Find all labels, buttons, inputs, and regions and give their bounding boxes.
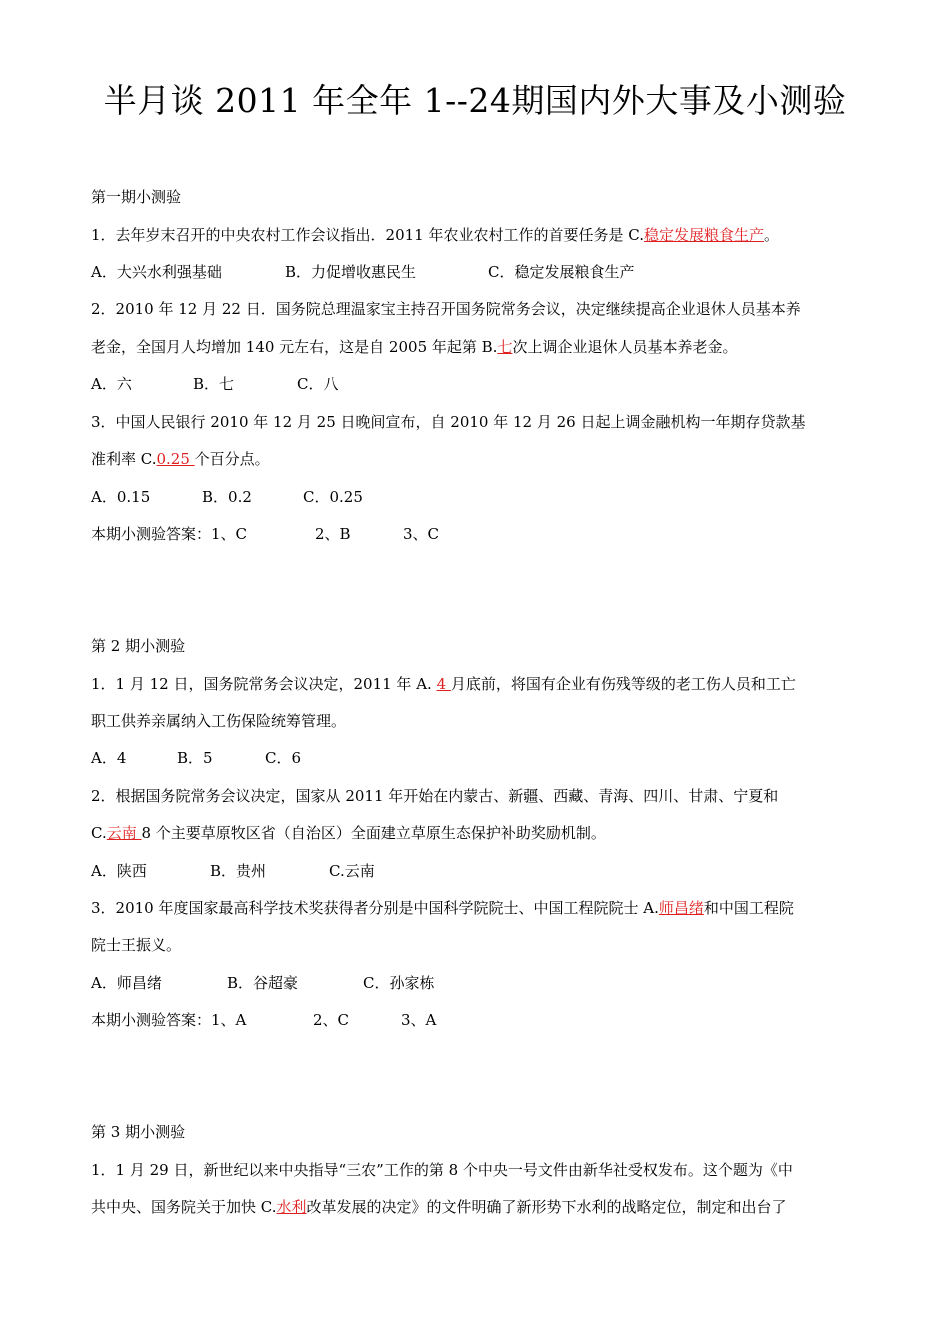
- answer-key-item: 2、C: [313, 1011, 350, 1029]
- question-text: 1．去年岁末召开的中央农村工作会议指出．2011 年农业农村工作的首要任务是 C.: [91, 226, 644, 244]
- answer-key-1: [91, 523, 866, 545]
- options-1-1: [91, 261, 866, 283]
- question-text: 1．1 月 12 日，国务院常务会议决定，2011 年 A.: [91, 675, 437, 693]
- question-2-2-line2: [91, 822, 866, 844]
- question-2-1-line2: 职工供养亲属纳入工伤保险统筹管理。: [91, 712, 347, 730]
- question-2-3-line1: [91, 897, 866, 919]
- answer-highlight: 师昌绪: [658, 899, 704, 917]
- answer-highlight: 4: [436, 675, 451, 693]
- option-c: C．稳定发展粮食生产: [488, 263, 635, 281]
- question-1-1: [91, 224, 866, 246]
- answer-key-item: 2、B: [315, 525, 351, 543]
- option-b: B．七: [193, 375, 235, 393]
- options-2-2: [91, 860, 866, 882]
- question-text: 。: [763, 226, 779, 244]
- answer-key-item: 3、A: [401, 1011, 437, 1029]
- option-c: C．6: [265, 749, 302, 767]
- option-b: B．贵州: [210, 862, 267, 880]
- option-b: B．谷超豪: [227, 974, 299, 992]
- option-a: A．0.15: [91, 488, 151, 506]
- answer-highlight: 水利: [276, 1198, 307, 1216]
- options-2-3: [91, 972, 866, 994]
- document-title: 半月谈 2011 年全年 1--24期国内外大事及小测验: [103, 81, 847, 120]
- question-1-2-line2: [91, 336, 866, 358]
- section-heading-2: 第 2 期小测验: [91, 637, 186, 655]
- question-2-1-line1: [91, 673, 866, 695]
- options-1-3: [91, 486, 866, 508]
- options-2-1: [91, 747, 866, 769]
- option-c: C．孙家栋: [363, 974, 435, 992]
- options-1-2: [91, 373, 866, 395]
- question-text: 个百分点。: [194, 450, 270, 468]
- question-text: 和中国工程院: [703, 899, 794, 917]
- question-text: 准利率 C.: [91, 450, 157, 468]
- answer-key-item: 3、C: [403, 525, 440, 543]
- question-1-2-line1: 2．2010 年 12 月 22 日．国务院总理温家宝主持召开国务院常务会议，决定继续提高企业退休人员基本养: [91, 300, 801, 318]
- option-a: A．大兴水利强基础: [91, 263, 222, 281]
- question-text: 改革发展的决定》的文件明确了新形势下水利的战略定位，制定和出台了: [306, 1198, 787, 1216]
- question-text: 8 个主要草原牧区省（自治区）全面建立草原生态保护补助奖励机制。: [141, 824, 606, 842]
- answer-highlight: 七: [497, 338, 513, 356]
- answer-highlight: 0.25: [156, 450, 195, 468]
- question-text: 次上调企业退休人员基本养老金。: [512, 338, 738, 356]
- option-a: A．师昌绪: [91, 974, 162, 992]
- option-c: C.云南: [329, 862, 375, 880]
- option-c: C．八: [297, 375, 339, 393]
- option-a: A．六: [91, 375, 132, 393]
- question-1-3-line2: [91, 448, 866, 470]
- section-heading-1: 第一期小测验: [91, 188, 182, 206]
- answer-key-label: 本期小测验答案：1、A: [91, 1011, 247, 1029]
- question-text: 老金，全国月人均增加 140 元左右，这是自 2005 年起第 B.: [91, 338, 498, 356]
- option-b: B．5: [177, 749, 213, 767]
- answer-key-label: 本期小测验答案：1、C: [91, 525, 248, 543]
- question-text: 月底前，将国有企业有伤残等级的老工伤人员和工亡: [450, 675, 796, 693]
- question-3-1-line2: [91, 1196, 866, 1218]
- question-text: 3．2010 年度国家最高科学技术奖获得者分别是中国科学院院士、中国工程院院士 A.: [91, 899, 659, 917]
- question-2-2-line1: 2．根据国务院常务会议决定，国家从 2011 年开始在内蒙古、新疆、西藏、青海、四川、甘肃、宁夏和: [91, 787, 779, 805]
- option-c: C．0.25: [303, 488, 363, 506]
- option-b: B．力促增收惠民生: [285, 263, 417, 281]
- question-text: 共中央、国务院关于加快 C.: [91, 1198, 277, 1216]
- answer-highlight: 稳定发展粮食生产: [643, 226, 764, 244]
- section-heading-3: 第 3 期小测验: [91, 1123, 186, 1141]
- question-3-1-line1: 1．1 月 29 日，新世纪以来中央指导“三农”工作的第 8 个中央一号文件由新华社受权发布。这个题为《中: [91, 1161, 793, 1179]
- option-a: A．4: [91, 749, 127, 767]
- option-b: B．0.2: [202, 488, 252, 506]
- question-2-3-line2: 院士王振义。: [91, 936, 182, 954]
- answer-highlight: 云南: [106, 824, 142, 842]
- answer-key-2: [91, 1009, 866, 1031]
- option-a: A．陕西: [91, 862, 147, 880]
- question-1-3-line1: 3．中国人民银行 2010 年 12 月 25 日晚间宣布，自 2010 年 12 月 26 日起上调金融机构一年期存贷款基: [91, 413, 806, 431]
- question-text: C.: [91, 824, 107, 842]
